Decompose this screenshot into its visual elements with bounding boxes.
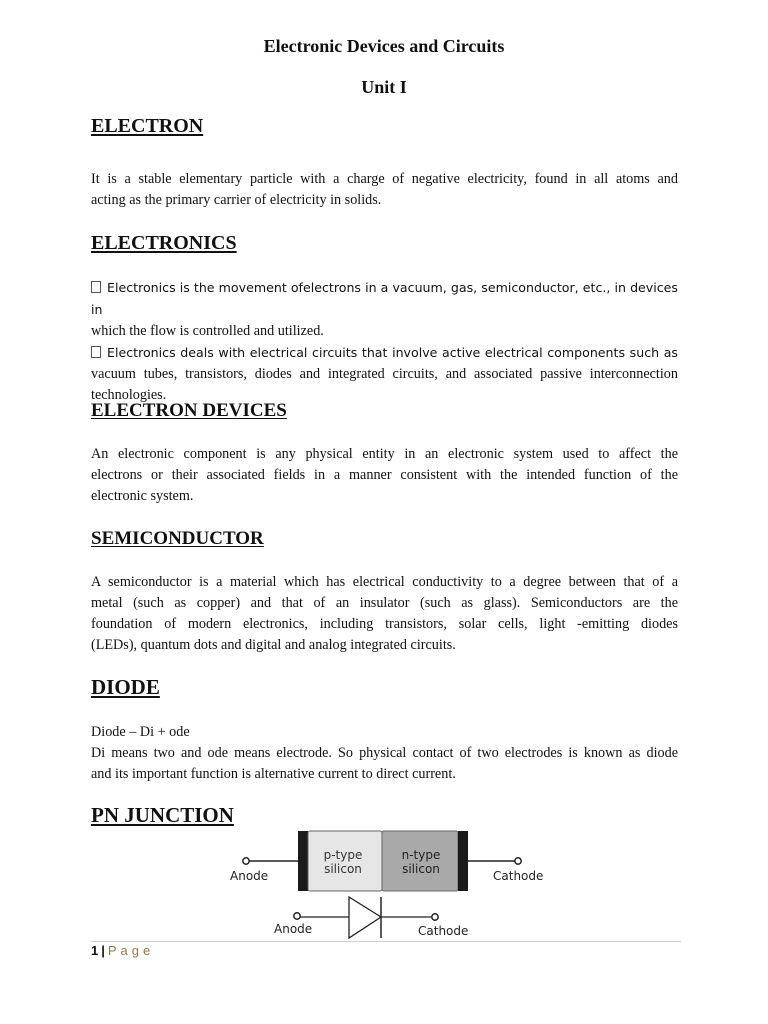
text-line: (LEDs), quantum dots and digital and analog integrated circuits. <box>91 637 456 653</box>
page-footer <box>91 943 154 958</box>
heading-pn-junction: PN JUNCTION <box>91 803 234 827</box>
anode-label-top: Anode <box>230 869 269 883</box>
text-line: and its important function is alternative current to direct current. <box>91 766 456 782</box>
cathode-terminal <box>432 914 438 920</box>
text-line: acting as the primary carrier of electricity in solids. <box>91 192 382 208</box>
pn-junction-block <box>230 831 543 891</box>
n-silicon-label: silicon <box>402 862 440 876</box>
document-title: Electronic Devices and Circuits <box>263 36 505 56</box>
heading-electron-devices: ELECTRON DEVICES <box>91 400 287 421</box>
heading-diode: DIODE <box>91 675 160 699</box>
text-line: An electronic component is any physical entity in an electronic system used to affect the <box>91 446 678 462</box>
anode-label-bottom: Anode <box>274 922 313 936</box>
cathode-label-top: Cathode <box>493 869 544 883</box>
text-line: vacuum tubes, transistors, diodes and integrated circuits, and associated passive interconnection <box>91 366 678 382</box>
anode-contact <box>298 831 308 891</box>
anode-terminal <box>294 913 300 919</box>
cathode-terminal <box>515 858 521 864</box>
cathode-contact <box>458 831 468 891</box>
heading-electronics: ELECTRONICS <box>91 232 237 254</box>
text-line: Diode – Di + ode <box>91 724 190 740</box>
text-line: which the flow is controlled and utilized. <box>91 323 324 339</box>
text-line: It is a stable elementary particle with a charge of negative electricity, found in all atoms and <box>91 171 678 187</box>
p-silicon-label: silicon <box>324 862 362 876</box>
unit-title: Unit I <box>361 77 407 97</box>
footer-separator: | <box>101 943 105 958</box>
heading-semiconductor: SEMICONDUCTOR <box>91 528 264 549</box>
diode-triangle-icon <box>349 897 381 938</box>
text-line: metal (such as copper) and that of an insulator (such as glass). Semiconductors are the <box>91 595 678 611</box>
text-line: A semiconductor is a material which has electrical conductivity to a degree between that of a <box>91 574 678 590</box>
text-line: Electronics is the movement ofelectrons in a vacuum, gas, semiconductor, etc., in devices in <box>91 280 678 317</box>
footer-divider <box>91 941 681 942</box>
text-line: electronic system. <box>91 488 194 504</box>
diode-symbol <box>274 897 468 938</box>
heading-electron: ELECTRON <box>91 115 204 137</box>
text-line: Electronics deals with electrical circuits that involve active electrical components such as <box>107 345 678 360</box>
n-type-label: n-type <box>401 848 441 862</box>
text-line: foundation of modern electronics, including transistors, solar cells, light -emitting diodes <box>91 616 678 632</box>
text-line: technologies. <box>91 387 167 403</box>
cathode-label-bottom: Cathode <box>418 924 469 938</box>
anode-terminal <box>243 858 249 864</box>
text-line: Di means two and ode means electrode. So physical contact of two electrodes is known as diode <box>91 745 678 761</box>
page-number: 1 <box>91 943 99 958</box>
page-label: Page <box>107 943 155 958</box>
text-line: electrons or their associated fields in a manner consistent with the intended function of the <box>91 467 678 483</box>
p-type-label: p-type <box>323 848 363 862</box>
